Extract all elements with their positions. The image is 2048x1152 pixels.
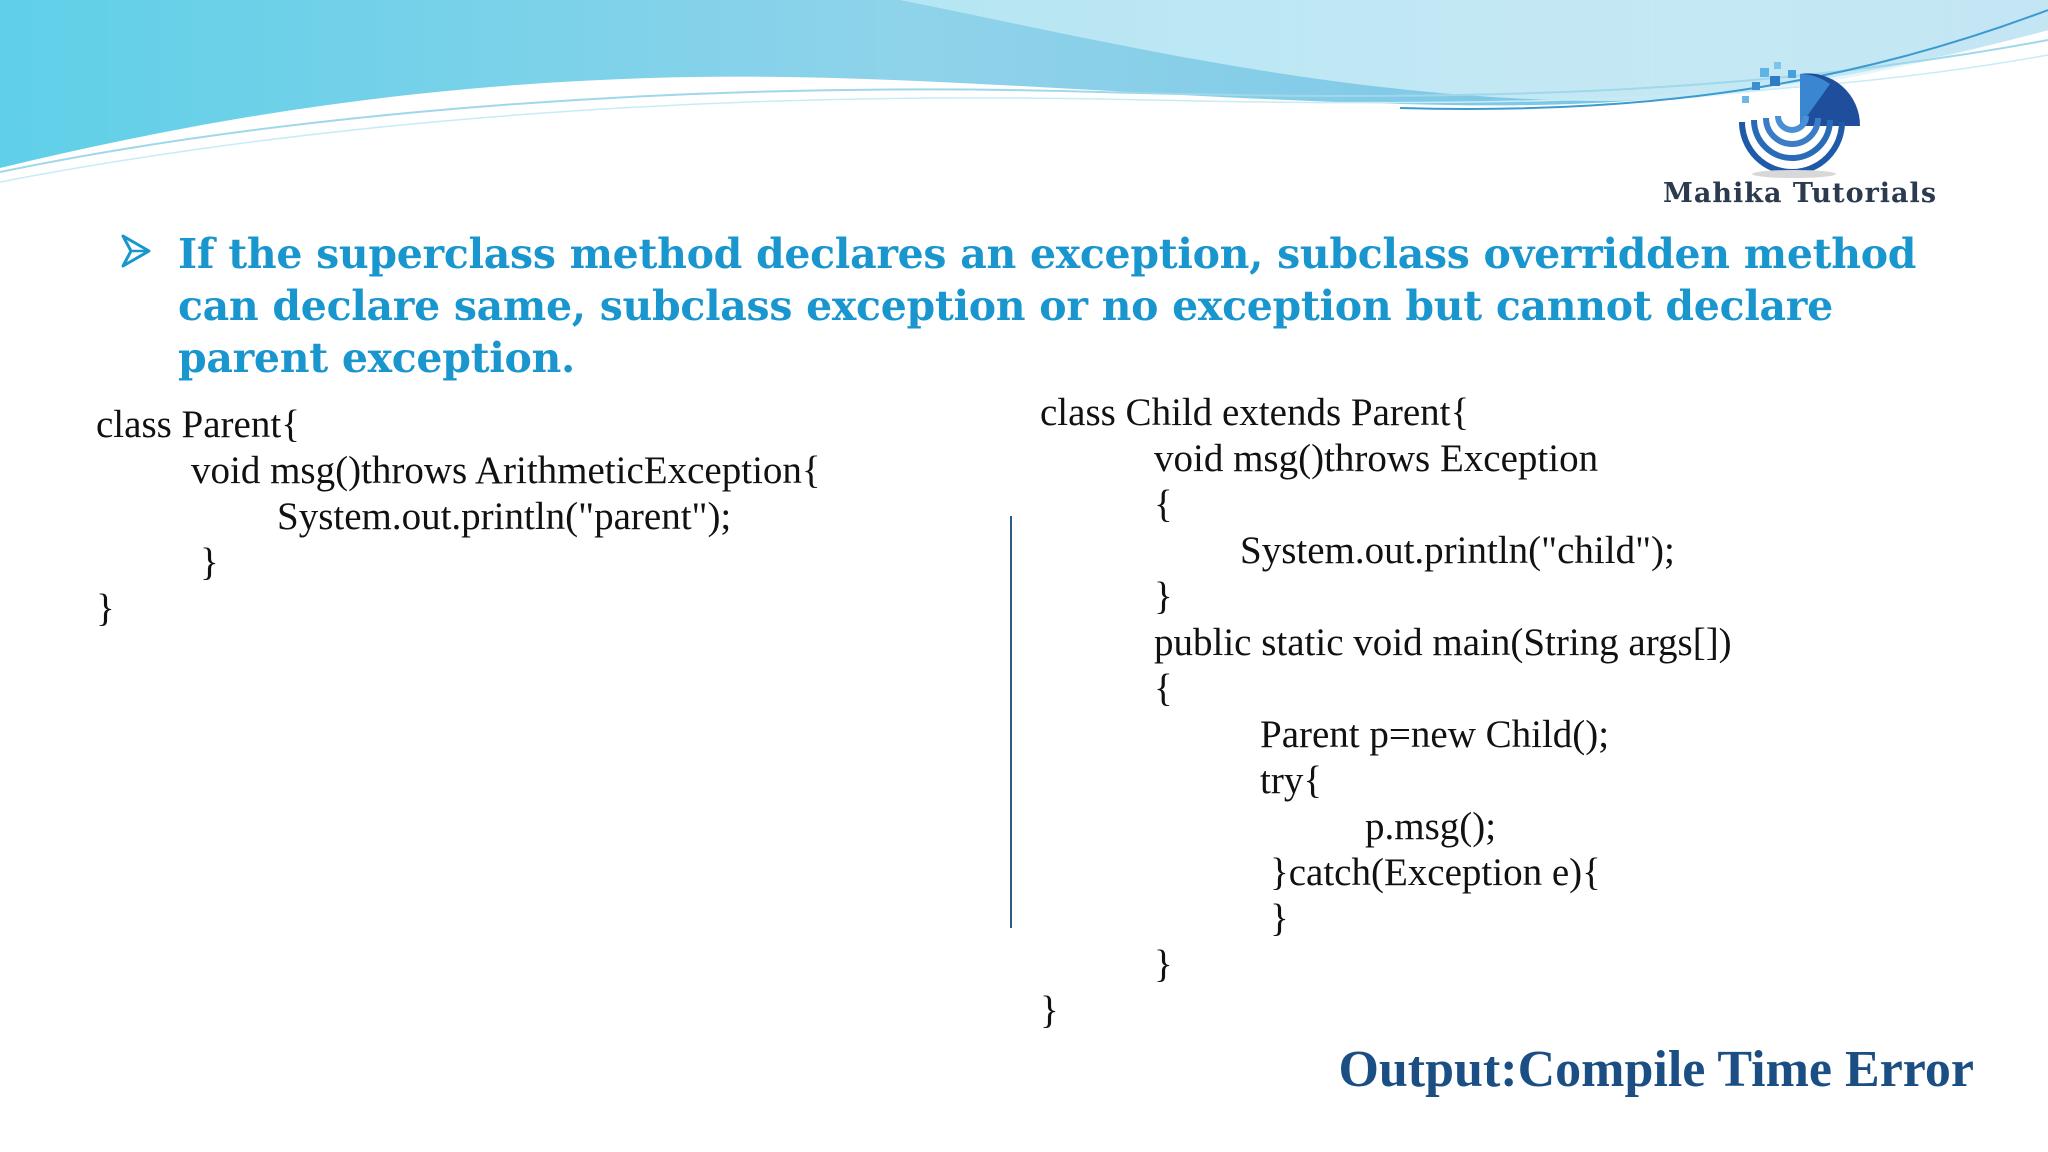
bullet-text: If the superclass method declares an exception, subclass overridden method can declare same, subclass exception or no exception but cannot declare parent exception. [178,230,1917,382]
code-line: } [96,587,115,630]
code-line: Parent p=new Child(); [1260,713,1610,756]
code-line: void msg()throws ArithmeticException{ [191,449,821,492]
code-line: class Parent{ [96,403,300,446]
code-line: System.out.println("parent"); [277,495,732,538]
code-line: } [1154,575,1173,618]
code-line: p.msg(); [1365,805,1497,848]
code-line: } [1154,943,1173,986]
code-line: try{ [1260,759,1323,802]
brand-name: Mahika Tutorials [1662,178,1938,209]
code-line: } [1270,897,1289,940]
code-line: void msg()throws Exception [1154,437,1599,480]
code-line: System.out.println("child"); [1240,529,1675,572]
output-result: Output:Compile Time Error [1338,1041,1974,1098]
code-line: } [200,541,219,584]
code-line: }catch(Exception e){ [1270,851,1601,894]
code-line: class Child extends Parent{ [1040,391,1470,434]
code-line: { [1154,483,1173,526]
code-line: public static void main(String args[]) [1154,621,1732,664]
code-line: } [1040,989,1059,1032]
code-line: { [1154,667,1173,710]
